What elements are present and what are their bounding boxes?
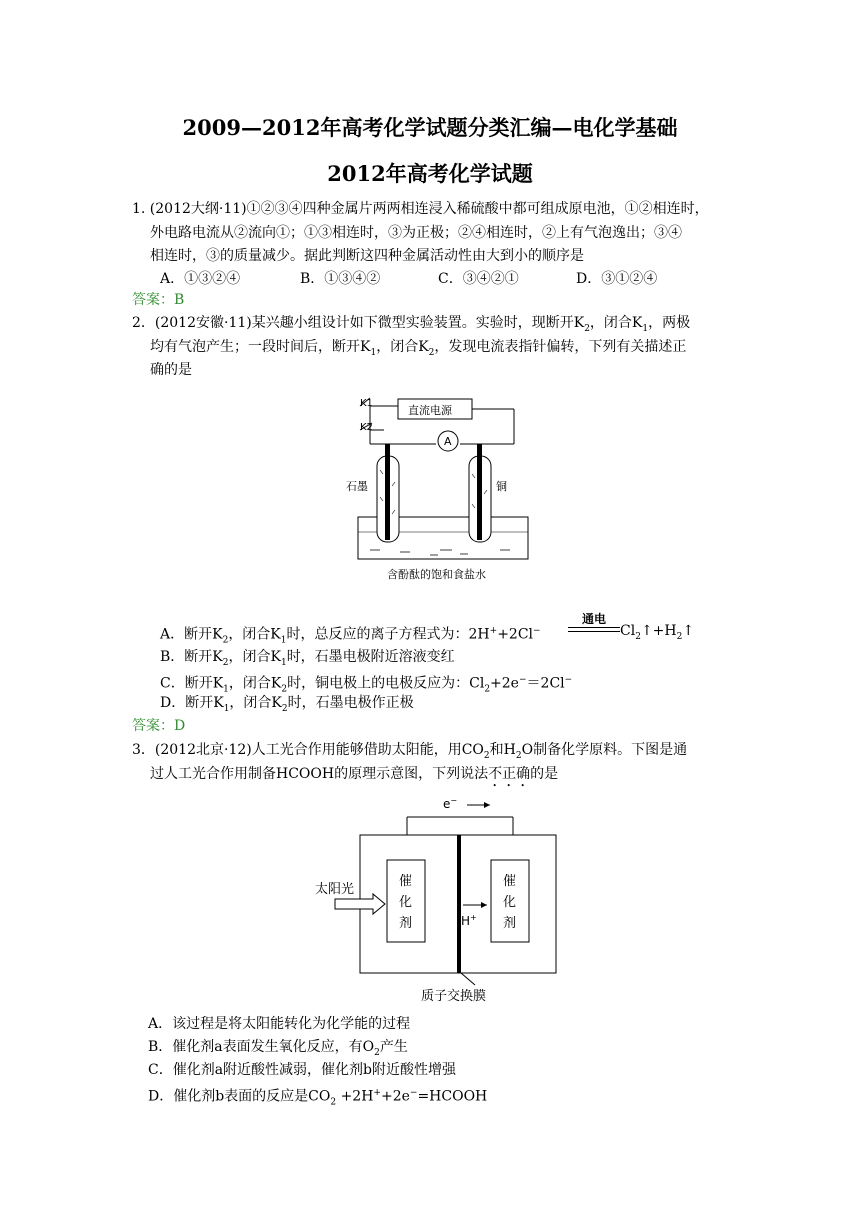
q1-answer: 答案：B (132, 292, 185, 308)
q2-option-c: C．断开$K_1$，闭合$K_2$时，铜电极上的电极反应为：$Cl_2+2e^-=2Cl^-$ (160, 675, 573, 695)
q2-line2: 均有气泡产生；一段时间后，断开$K_1$，闭合$K_2$，发现电流表指针偏转，下列有关描述正 (150, 339, 687, 358)
q1-option-c: C．③④②① (438, 271, 519, 287)
ammeter-label: A (444, 435, 452, 448)
switch-k2-label: K2 (360, 422, 373, 433)
q3-option-b: B．催化剂a表面发生氧化反应，有$O_2$产生 (148, 1039, 408, 1058)
document-title: 2009—2012年高考化学试题分类汇编—电化学基础 (182, 115, 678, 140)
q1-line1: 1. (2012大纲·11)①②③④四种金属片两两相连浸入稀硫酸中都可组成原电池，①②相连时， (132, 201, 709, 217)
q1-option-d: D．③①②④ (576, 271, 658, 287)
q2-line3: 确的是 (150, 362, 192, 378)
reaction-arrow (568, 627, 620, 632)
q2-option-d: D．断开$K_1$，闭合$K_2$时，石墨电极作正极 (160, 695, 414, 714)
electron-label: e− (443, 796, 458, 811)
proton-label: H+ (461, 913, 477, 928)
catalyst-b-char-2: 化 (503, 895, 517, 910)
q3-line1: 3．(2012北京·12)人工光合作用能够借助太阳能，用$CO_2$和$H_2O$制备化学原料。下图是通 (132, 742, 688, 761)
sunlight-label: 太阳光 (315, 882, 355, 897)
q3-line2: 过人工光合作用制备HCOOH的原理示意图，下列说法不正确的是 (150, 766, 559, 782)
q2-option-b: B．断开$K_2$，闭合$K_1$时，石墨电极附近溶液变红 (160, 649, 455, 668)
catalyst-a-char-1: 催 (399, 874, 413, 889)
q1-option-b: B．①③④② (300, 271, 381, 287)
q2-option-a-products: $Cl_2↑+H_2↑$ (620, 623, 695, 642)
q3-option-a: A．该过程是将太阳能转化为化学能的过程 (148, 1016, 411, 1032)
proton-exchange-membrane (457, 835, 461, 973)
document-subtitle: 2012年高考化学试题 (327, 161, 533, 186)
copper-electrode (477, 444, 482, 540)
electrolysis-condition: 通电 (581, 612, 606, 626)
q1-line2: 外电路电流从②流向①；①③相连时，③为正极；②④相连时，②上有气泡逸出；③④ (150, 225, 682, 241)
switch-k1-label: K1 (360, 398, 373, 409)
catalyst-a-char-3: 剂 (399, 916, 413, 931)
q2-answer: 答案：D (132, 718, 186, 734)
q1-line3: 相连时，③的质量减少。据此判断这四种金属活动性由大到小的顺序是 (150, 248, 584, 264)
q3-option-c: C．催化剂a附近酸性减弱，催化剂b附近酸性增强 (148, 1062, 457, 1078)
power-supply-label: 直流电源 (408, 404, 452, 417)
copper-label: 铜 (496, 480, 507, 493)
catalyst-a-char-2: 化 (399, 895, 413, 910)
q1-option-a: A．①③②④ (160, 271, 241, 287)
q3-option-d: D．催化剂b表面的反应是$CO_2$ +2H++2e−=HCOOH (148, 1088, 488, 1108)
membrane-label: 质子交换膜 (421, 989, 487, 1004)
catalyst-b-char-3: 剂 (503, 916, 517, 931)
catalyst-b-char-1: 催 (503, 874, 517, 889)
q3-cell-diagram (305, 795, 565, 1005)
graphite-label: 石墨 (346, 480, 368, 493)
q2-line1: 2．(2012安徽·11)某兴趣小组设计如下微型实验装置。实验时，现断开$K_2$，闭合$K_1$，两极 (132, 315, 691, 334)
solution-caption: 含酚酞的饱和食盐水 (387, 568, 486, 581)
q2-option-a: A．断开$K_2$，闭合$K_1$时，总反应的离子方程式为：2H++2Cl− (160, 626, 541, 646)
graphite-electrode (385, 444, 390, 540)
q2-apparatus-diagram (340, 392, 540, 592)
